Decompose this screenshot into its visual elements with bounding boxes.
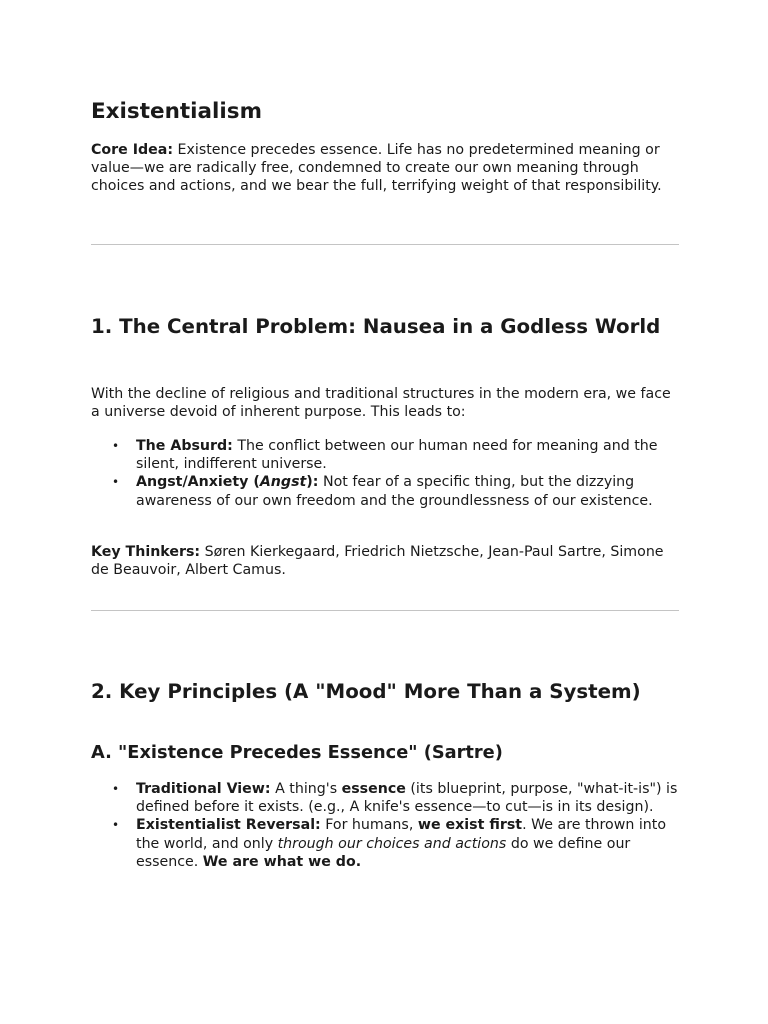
- key-thinkers-text: Søren Kierkegaard, Friedrich Nietzsche, Jean-Paul Sartre, Simone de Beauvoir, Albert Camus.: [91, 544, 664, 579]
- core-idea-paragraph: [91, 141, 679, 196]
- bullet-label-part: Angst/Anxiety (: [136, 474, 260, 491]
- bullet-text: For humans,: [320, 817, 418, 834]
- bullet-text: (its blueprint, purpose, "what-it-is") is defined before it exists. (e.g., A knife's essence—to cut—is in its design).: [136, 781, 678, 816]
- divider: [91, 244, 679, 245]
- section-2-heading: 2. Key Principles (A "Mood" More Than a System): [91, 680, 641, 703]
- page-title: Existentialism: [91, 99, 262, 124]
- bullet-label: The Absurd:: [136, 438, 233, 454]
- key-thinkers-paragraph: [91, 543, 679, 579]
- list-item: [91, 473, 679, 509]
- core-idea-label: Core Idea:: [91, 142, 174, 158]
- bullet-emphasis: We are what we do.: [202, 853, 362, 870]
- list-item: [91, 816, 679, 871]
- key-thinkers-label: Key Thinkers:: [91, 544, 201, 560]
- bullet-label-part: ):: [306, 474, 319, 491]
- bullet-label-italic: Angst: [259, 474, 307, 491]
- bullet-icon: •: [112, 475, 120, 490]
- bullet-italic: through our choices and actions: [277, 835, 507, 852]
- section-1-intro: With the decline of religious and traditional structures in the modern era, we face a universe devoid of inherent purpose. This leads to:: [91, 386, 671, 421]
- bullet-emphasis: we exist first: [417, 817, 523, 834]
- list-item: [91, 780, 679, 816]
- bullet-label: Traditional View:: [136, 781, 271, 797]
- bullet-text: . We are thrown into the world, and only: [136, 817, 667, 852]
- core-idea-text: Existence precedes essence. Life has no predetermined meaning or value—we are radically free, condemned to create our own meaning through choices and actions, and we bear the full, terrifying weight of that responsibility.: [91, 142, 662, 195]
- bullet-text: do we define our essence.: [136, 835, 631, 870]
- section-1-heading: 1. The Central Problem: Nausea in a Godless World: [91, 315, 661, 338]
- bullet-icon: •: [112, 818, 120, 833]
- bullet-label: Existentialist Reversal:: [136, 817, 321, 834]
- bullet-emphasis: essence: [341, 781, 406, 797]
- section-1-bullet-list: [91, 437, 679, 510]
- list-item: [91, 437, 679, 473]
- divider: [91, 610, 679, 611]
- section-2-bullet-list: [91, 780, 679, 871]
- bullet-text: Not fear of a specific thing, but the dizzying awareness of our own freedom and the groundlessness of our existence.: [136, 474, 653, 509]
- bullet-text: A thing's: [270, 781, 342, 797]
- bullet-icon: •: [112, 439, 120, 453]
- bullet-icon: •: [112, 782, 120, 796]
- section-2-subheading: A. "Existence Precedes Essence" (Sartre): [91, 742, 503, 763]
- bullet-text: The conflict between our human need for meaning and the silent, indifferent universe.: [136, 438, 658, 473]
- bullet-label: [136, 474, 318, 490]
